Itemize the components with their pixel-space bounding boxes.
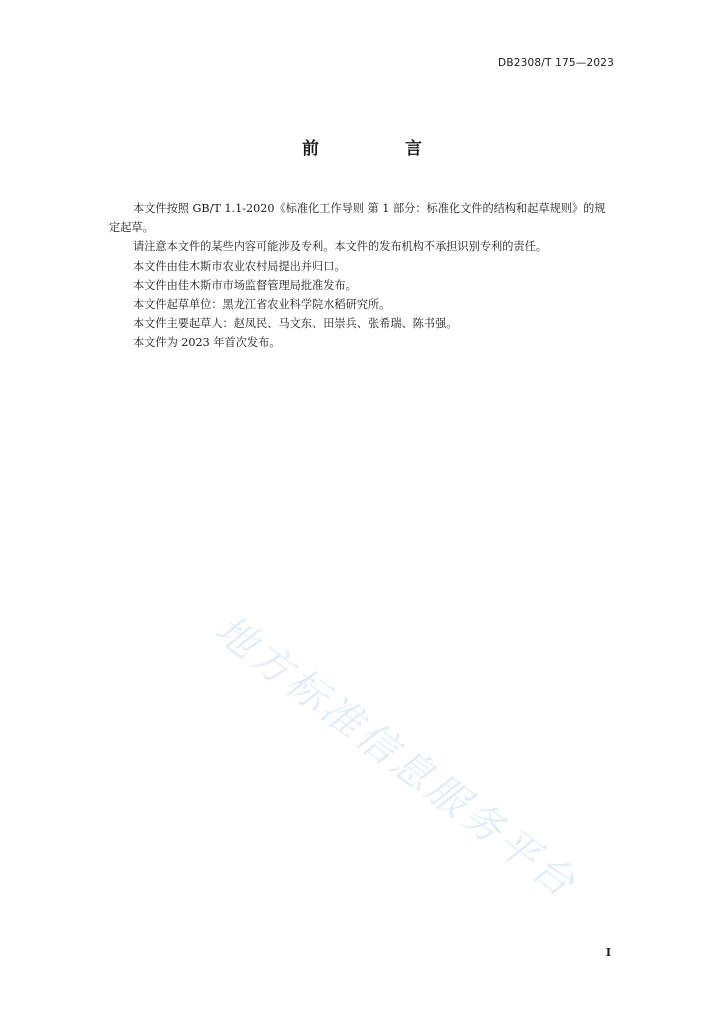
watermark: 地方标准信息服务平台 (206, 606, 586, 909)
paragraph-patent-notice: 请注意本文件的某些内容可能涉及专利。本文件的发布机构不承担识别专利的责任。 (133, 240, 547, 254)
paragraph-proposer: 本文件由佳木斯市农业农村局提出并归口。 (133, 259, 346, 273)
page-number: I (605, 946, 611, 959)
document-code: DB2308/T 175—2023 (498, 57, 614, 69)
paragraph-drafters: 本文件主要起草人：赵凤民、马文东、田崇兵、张希瑞、陈书强。 (133, 317, 458, 331)
paragraph-drafting-unit: 本文件起草单位：黑龙江省农业科学院水稻研究所。 (133, 298, 391, 312)
foreword-body (109, 199, 615, 353)
page-title: 前 言 (302, 139, 462, 159)
paragraph-approver: 本文件由佳木斯市市场监督管理局批准发布。 (133, 278, 357, 292)
paragraph-drafting-rules: 本文件按照 GB/T 1.1-2020《标准化工作导则 第 1 部分：标准化文件的结构和起草规则》的规定起草。 (109, 202, 606, 235)
paragraph-release: 本文件为 2023 年首次发布。 (133, 336, 281, 350)
